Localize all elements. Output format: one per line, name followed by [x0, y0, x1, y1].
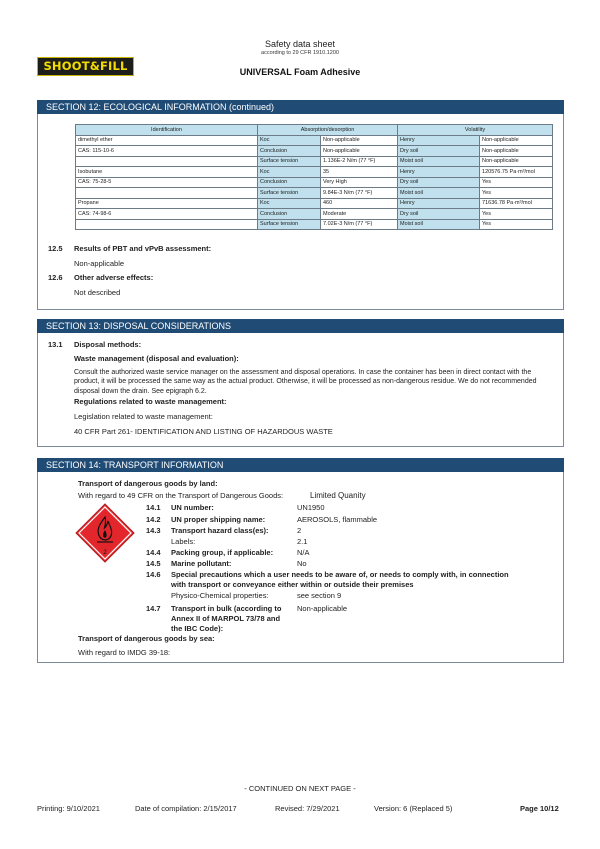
document-subtitle: according to 29 CFR 1910.1200 — [261, 50, 339, 56]
item-number: 13.1 — [48, 340, 63, 349]
special-precautions-label-line2: with transport or conveyance either within or outside their premises — [171, 580, 414, 589]
col-header-identification: Identification — [76, 125, 258, 136]
product-name: UNIVERSAL Foam Adhesive — [239, 67, 361, 77]
blank-cell — [76, 219, 258, 230]
item-number: 14.1 — [146, 503, 161, 512]
bulk-transport-label-line2: Annex II of MARPOL 73/78 and — [171, 614, 281, 623]
document-title: Safety data sheet — [264, 39, 336, 49]
param-value: 35 — [321, 167, 398, 178]
table-row — [76, 135, 553, 146]
bulk-transport-value: Non-applicable — [297, 604, 348, 613]
waste-management-text: Consult the authorized waste service manager on the assessment and disposal operations. In case the container has been in direct contact with the product, it will be processed the same way as the actual product. Otherwise, it will be processed as non-dangerous residue. We do not recommended disposal down the drain. See epigraph 6.2. — [74, 369, 537, 395]
table-row — [76, 177, 553, 188]
table-row — [76, 219, 553, 230]
pbt-heading: Results of PBT and vPvB assessment: — [74, 244, 212, 253]
col-header-absorption: Absorption/desorption — [258, 125, 398, 136]
param-value: Yes — [480, 177, 553, 188]
param-label: Koc — [258, 198, 321, 209]
item-number: 12.5 — [48, 244, 63, 253]
param-label: Surface tension — [258, 219, 321, 230]
param-value: Moderate — [321, 209, 398, 220]
legislation-value: 40 CFR Part 261- IDENTIFICATION AND LISTING OF HAZARDOUS WASTE — [74, 427, 333, 436]
param-label: Dry soil — [398, 146, 480, 157]
param-label: Henry — [398, 198, 480, 209]
flammable-gas-hazard-icon — [75, 503, 135, 563]
table-row — [76, 209, 553, 220]
labels-value: 2.1 — [297, 537, 308, 546]
waste-management-heading: Waste management (disposal and evaluation): — [74, 354, 239, 363]
param-label: Henry — [398, 135, 480, 146]
labels-label: Labels: — [171, 537, 196, 546]
param-label: Conclusion — [258, 146, 321, 157]
un-number-value: UN1950 — [297, 503, 325, 512]
param-value: 7.02E-3 N/m (77 °F) — [321, 219, 398, 230]
compilation-date: Date of compilation: 2/15/2017 — [135, 804, 237, 813]
table-header-row — [76, 125, 553, 136]
param-label: Koc — [258, 167, 321, 178]
table-row — [76, 146, 553, 157]
item-number: 14.5 — [146, 559, 161, 568]
hazard-class-number: 2 — [103, 550, 107, 556]
land-transport-regard: With regard to 49 CFR on the Transport of Dangerous Goods: — [78, 491, 284, 500]
table-row — [76, 167, 553, 178]
param-label: Conclusion — [258, 209, 321, 220]
param-value: Non-applicable — [321, 146, 398, 157]
item-number: 14.6 — [146, 570, 161, 579]
param-value: Yes — [480, 209, 553, 220]
adverse-effects-value: Not described — [74, 288, 121, 297]
param-value: Non-applicable — [480, 156, 553, 167]
disposal-methods-heading: Disposal methods: — [74, 340, 142, 349]
param-value: 1.136E-2 N/m (77 °F) — [321, 156, 398, 167]
param-value: 460 — [321, 198, 398, 209]
param-label: Surface tension — [258, 188, 321, 199]
substance-cas: CAS: 75-28-5 — [76, 177, 258, 188]
blank-cell — [76, 156, 258, 167]
param-label: Moist soil — [398, 156, 480, 167]
section14-heading: SECTION 14: TRANSPORT INFORMATION — [37, 458, 564, 472]
item-number: 12.6 — [48, 273, 63, 282]
regulations-heading: Regulations related to waste management: — [74, 397, 227, 406]
param-value: 9.84E-3 N/m (77 °F) — [321, 188, 398, 199]
logo-text: SHOOT&FILL — [43, 59, 128, 73]
substance-name: dimethyl ether — [76, 135, 258, 146]
substance-cas: CAS: 74-98-6 — [76, 209, 258, 220]
packing-group-label: Packing group, if applicable: — [171, 548, 274, 557]
table-row — [76, 188, 553, 199]
special-precautions-label-line1: Special precautions which a user needs to be aware of, or needs to comply with, in connection — [171, 570, 509, 579]
substance-name: Propane — [76, 198, 258, 209]
param-value: 71636.78 Pa·m³/mol — [480, 198, 553, 209]
sea-transport-regard: With regard to IMDG 39-18: — [78, 648, 171, 657]
marine-pollutant-label: Marine pollutant: — [171, 559, 232, 568]
substance-name: Isobutane — [76, 167, 258, 178]
item-number: 14.3 — [146, 526, 161, 535]
section13-heading: SECTION 13: DISPOSAL CONSIDERATIONS — [37, 319, 564, 333]
param-value: Very High — [321, 177, 398, 188]
shipping-name-label: UN proper shipping name: — [171, 515, 266, 524]
marine-pollutant-value: No — [297, 559, 307, 568]
param-value: Non-applicable — [480, 146, 553, 157]
land-transport-heading: Transport of dangerous goods by land: — [78, 479, 218, 488]
param-label: Moist soil — [398, 188, 480, 199]
param-label: Conclusion — [258, 177, 321, 188]
item-number: 14.4 — [146, 548, 161, 557]
continued-notice: - CONTINUED ON NEXT PAGE - — [244, 784, 356, 793]
substance-cas: CAS: 115-10-6 — [76, 146, 258, 157]
section12-heading: SECTION 12: ECOLOGICAL INFORMATION (continued) — [37, 100, 564, 114]
param-value: Non-applicable — [321, 135, 398, 146]
col-header-volatility: Volatility — [398, 125, 553, 136]
physchem-label: Physico-Chemical properties: — [171, 591, 269, 600]
un-number-label: UN number: — [171, 503, 214, 512]
sea-transport-heading: Transport of dangerous goods by sea: — [78, 634, 215, 643]
adverse-effects-heading: Other adverse effects: — [74, 273, 154, 282]
page-number: Page 10/12 — [520, 804, 559, 813]
version-info: Version: 6 (Replaced 5) — [374, 804, 453, 813]
param-label: Henry — [398, 167, 480, 178]
packing-group-value: N/A — [297, 548, 310, 557]
land-transport-regard-value: Limited Quanity — [310, 491, 366, 500]
blank-cell — [76, 188, 258, 199]
physchem-value: see section 9 — [297, 591, 342, 600]
bulk-transport-label-line1: Transport in bulk (according to — [171, 604, 282, 613]
param-label: Moist soil — [398, 219, 480, 230]
param-label: Surface tension — [258, 156, 321, 167]
param-label: Dry soil — [398, 209, 480, 220]
shipping-name-value: AEROSOLS, flammable — [297, 515, 378, 524]
revised-date: Revised: 7/29/2021 — [275, 804, 340, 813]
table-row — [76, 156, 553, 167]
pbt-value: Non-applicable — [74, 259, 125, 268]
param-value: Non-applicable — [480, 135, 553, 146]
item-number: 14.7 — [146, 604, 161, 613]
item-number: 14.2 — [146, 515, 161, 524]
param-value: 120576.75 Pa·m³/mol — [480, 167, 553, 178]
hazard-class-label: Transport hazard class(es): — [171, 526, 269, 535]
param-value: Yes — [480, 188, 553, 199]
param-value: Yes — [480, 219, 553, 230]
param-label: Dry soil — [398, 177, 480, 188]
param-label: Koc — [258, 135, 321, 146]
table-row — [76, 198, 553, 209]
printing-date: Printing: 9/10/2021 — [37, 804, 100, 813]
ecological-table — [75, 124, 553, 230]
legislation-label: Legislation related to waste management: — [74, 412, 213, 421]
hazard-class-value: 2 — [297, 526, 302, 535]
bulk-transport-label-line3: the IBC Code): — [171, 624, 224, 633]
